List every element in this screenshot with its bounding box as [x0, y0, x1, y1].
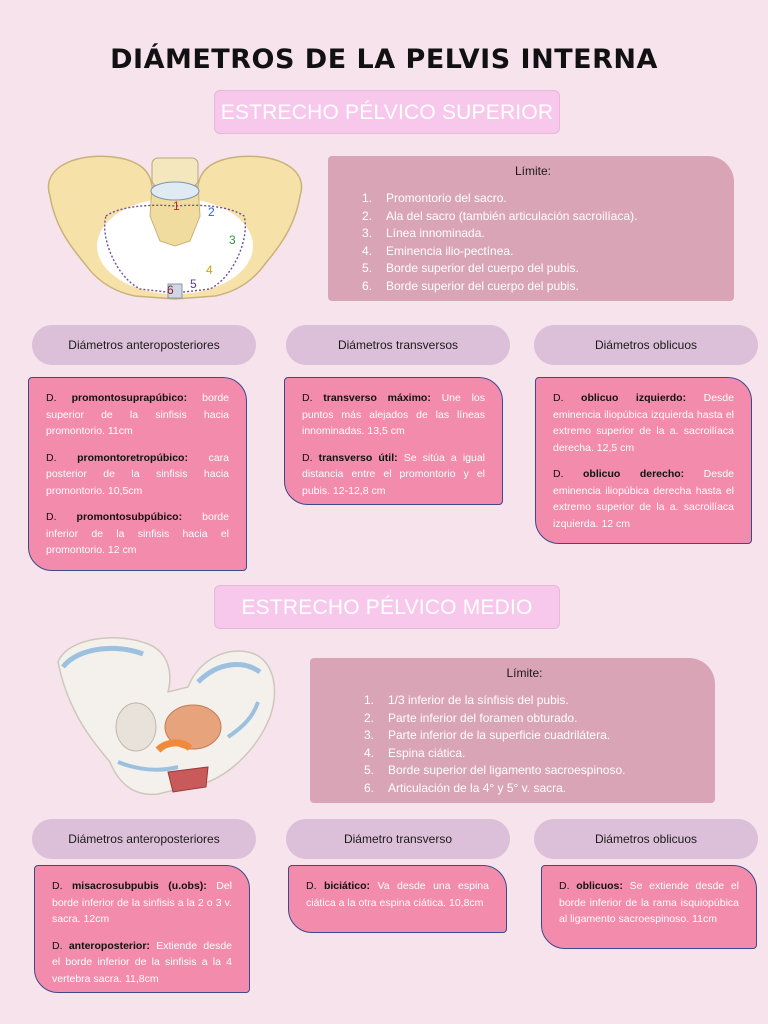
list-item: 4. Espina ciática. — [364, 745, 466, 760]
diameter-entry: D. anteroposterior: Extiende desde el borde inferior de la sinfisis a la 4 vertebra sacra. 11,8cm — [52, 939, 232, 985]
figure-label-5: 5 — [190, 277, 197, 291]
card-anteroposterior-medio — [34, 865, 250, 993]
figure-label-3: 3 — [229, 233, 236, 247]
pelvis-model-illustration — [48, 632, 278, 802]
section-banner-superior: ESTRECHO PÉLVICO SUPERIOR — [214, 90, 560, 134]
card-anteroposterior-superior — [28, 377, 247, 571]
pill-transverso-superior: Diámetros transversos — [286, 325, 510, 365]
limit-list — [362, 190, 704, 295]
pelvis-inlet-illustration — [40, 146, 310, 306]
section-banner-medio: ESTRECHO PÉLVICO MEDIO — [214, 585, 560, 629]
card-transverso-medio — [288, 865, 507, 933]
card-oblicuos-medio — [541, 865, 757, 949]
limit-box-superior — [328, 156, 734, 301]
list-item: 6. Articulación de la 4° y 5° v. sacra. — [364, 780, 567, 795]
diameter-entry: D. oblicuo izquierdo: Desde eminencia iliopúbica izquierda hasta el extremo superior de la a. sacroilíaca derecha. 12,5 cm — [553, 392, 734, 454]
diameter-entry: D. misacrosubpubis (u.obs): Del borde inferior de la sinfisis a la 2 o 3 v. sacra. 12cm — [52, 880, 232, 925]
pill-oblicuos-superior: Diámetros oblicuos — [534, 325, 758, 365]
pill-anteroposterior-medio: Diámetros anteroposteriores — [32, 819, 256, 859]
list-item: 1. 1/3 inferior de la sínfisis del pubis. — [364, 693, 569, 707]
list-item: 6. Borde superior del cuerpo del pubis. — [362, 278, 579, 293]
figure-label-2: 2 — [208, 205, 215, 219]
figure-label-4: 4 — [206, 263, 213, 277]
pill-oblicuos-medio: Diámetros oblicuos — [534, 819, 758, 859]
diameter-entry: D. biciático: Va desde una espina ciática a la otra espina ciática. 10,8cm — [306, 880, 489, 909]
limit-title: Límite: — [514, 164, 551, 178]
page-title: DIÁMETROS DE LA PELVIS INTERNA — [110, 44, 658, 75]
list-item: 3. Línea innominada. — [362, 226, 485, 240]
list-item: 2. Ala del sacro (también articulación sacroilíaca). — [362, 208, 638, 223]
diameter-entry: D. promontosuprapúbico: borde superior de la sinfisis hacia promontorio. 11cm — [46, 392, 229, 437]
figure-label-1: 1 — [173, 199, 180, 213]
figure-label-6: 6 — [167, 283, 174, 297]
card-oblicuos-superior — [535, 377, 752, 544]
diameter-entry: D. oblicuos: Se extiende desde el borde inferior de la rama isquiopúbica al ligamento sacroespinoso. 11cm — [559, 880, 739, 925]
limit-box-medio — [310, 658, 715, 803]
diameter-entry: D. transverso máximo: Une los puntos más alejados de las líneas innominadas. 13,5 cm — [302, 392, 485, 437]
diameter-entry: D. transverso útil: Se sitúa a igual distancia entre el promontorio y el pubis. 12-12,8 cm — [302, 451, 486, 497]
list-item: 3. Parte inferior de la superficie cuadrilátera. — [364, 728, 611, 742]
pill-transverso-medio: Diámetro transverso — [286, 819, 510, 859]
list-item: 5. Borde superior del cuerpo del pubis. — [362, 261, 579, 275]
diameter-entry: D. oblicuo derecho: Desde eminencia iliopúbica derecha hasta el extremo superior de la a. sacroilíaca izquierda. 12 cm — [553, 468, 735, 530]
diameter-entry: D. promontoretropúbico: cara posterior de la sinfisis hacia promontorio. 10,5cm — [46, 451, 229, 497]
list-item: 4. Eminencia ilio-pectínea. — [362, 243, 514, 258]
limit-list — [364, 692, 685, 797]
list-item: 1. Promontorio del sacro. — [362, 191, 507, 205]
limit-title: Límite: — [506, 666, 543, 680]
list-item: 2. Parte inferior del foramen obturado. — [364, 710, 578, 725]
list-item: 5. Borde superior del ligamento sacroespinoso. — [364, 763, 626, 777]
pill-anteroposterior-superior: Diámetros anteroposteriores — [32, 325, 256, 365]
diameter-entry: D. promontosubpúbico: borde inferior de la sinfisis hacia el promontorio. 12 cm — [46, 511, 229, 556]
card-transverso-superior — [284, 377, 503, 505]
